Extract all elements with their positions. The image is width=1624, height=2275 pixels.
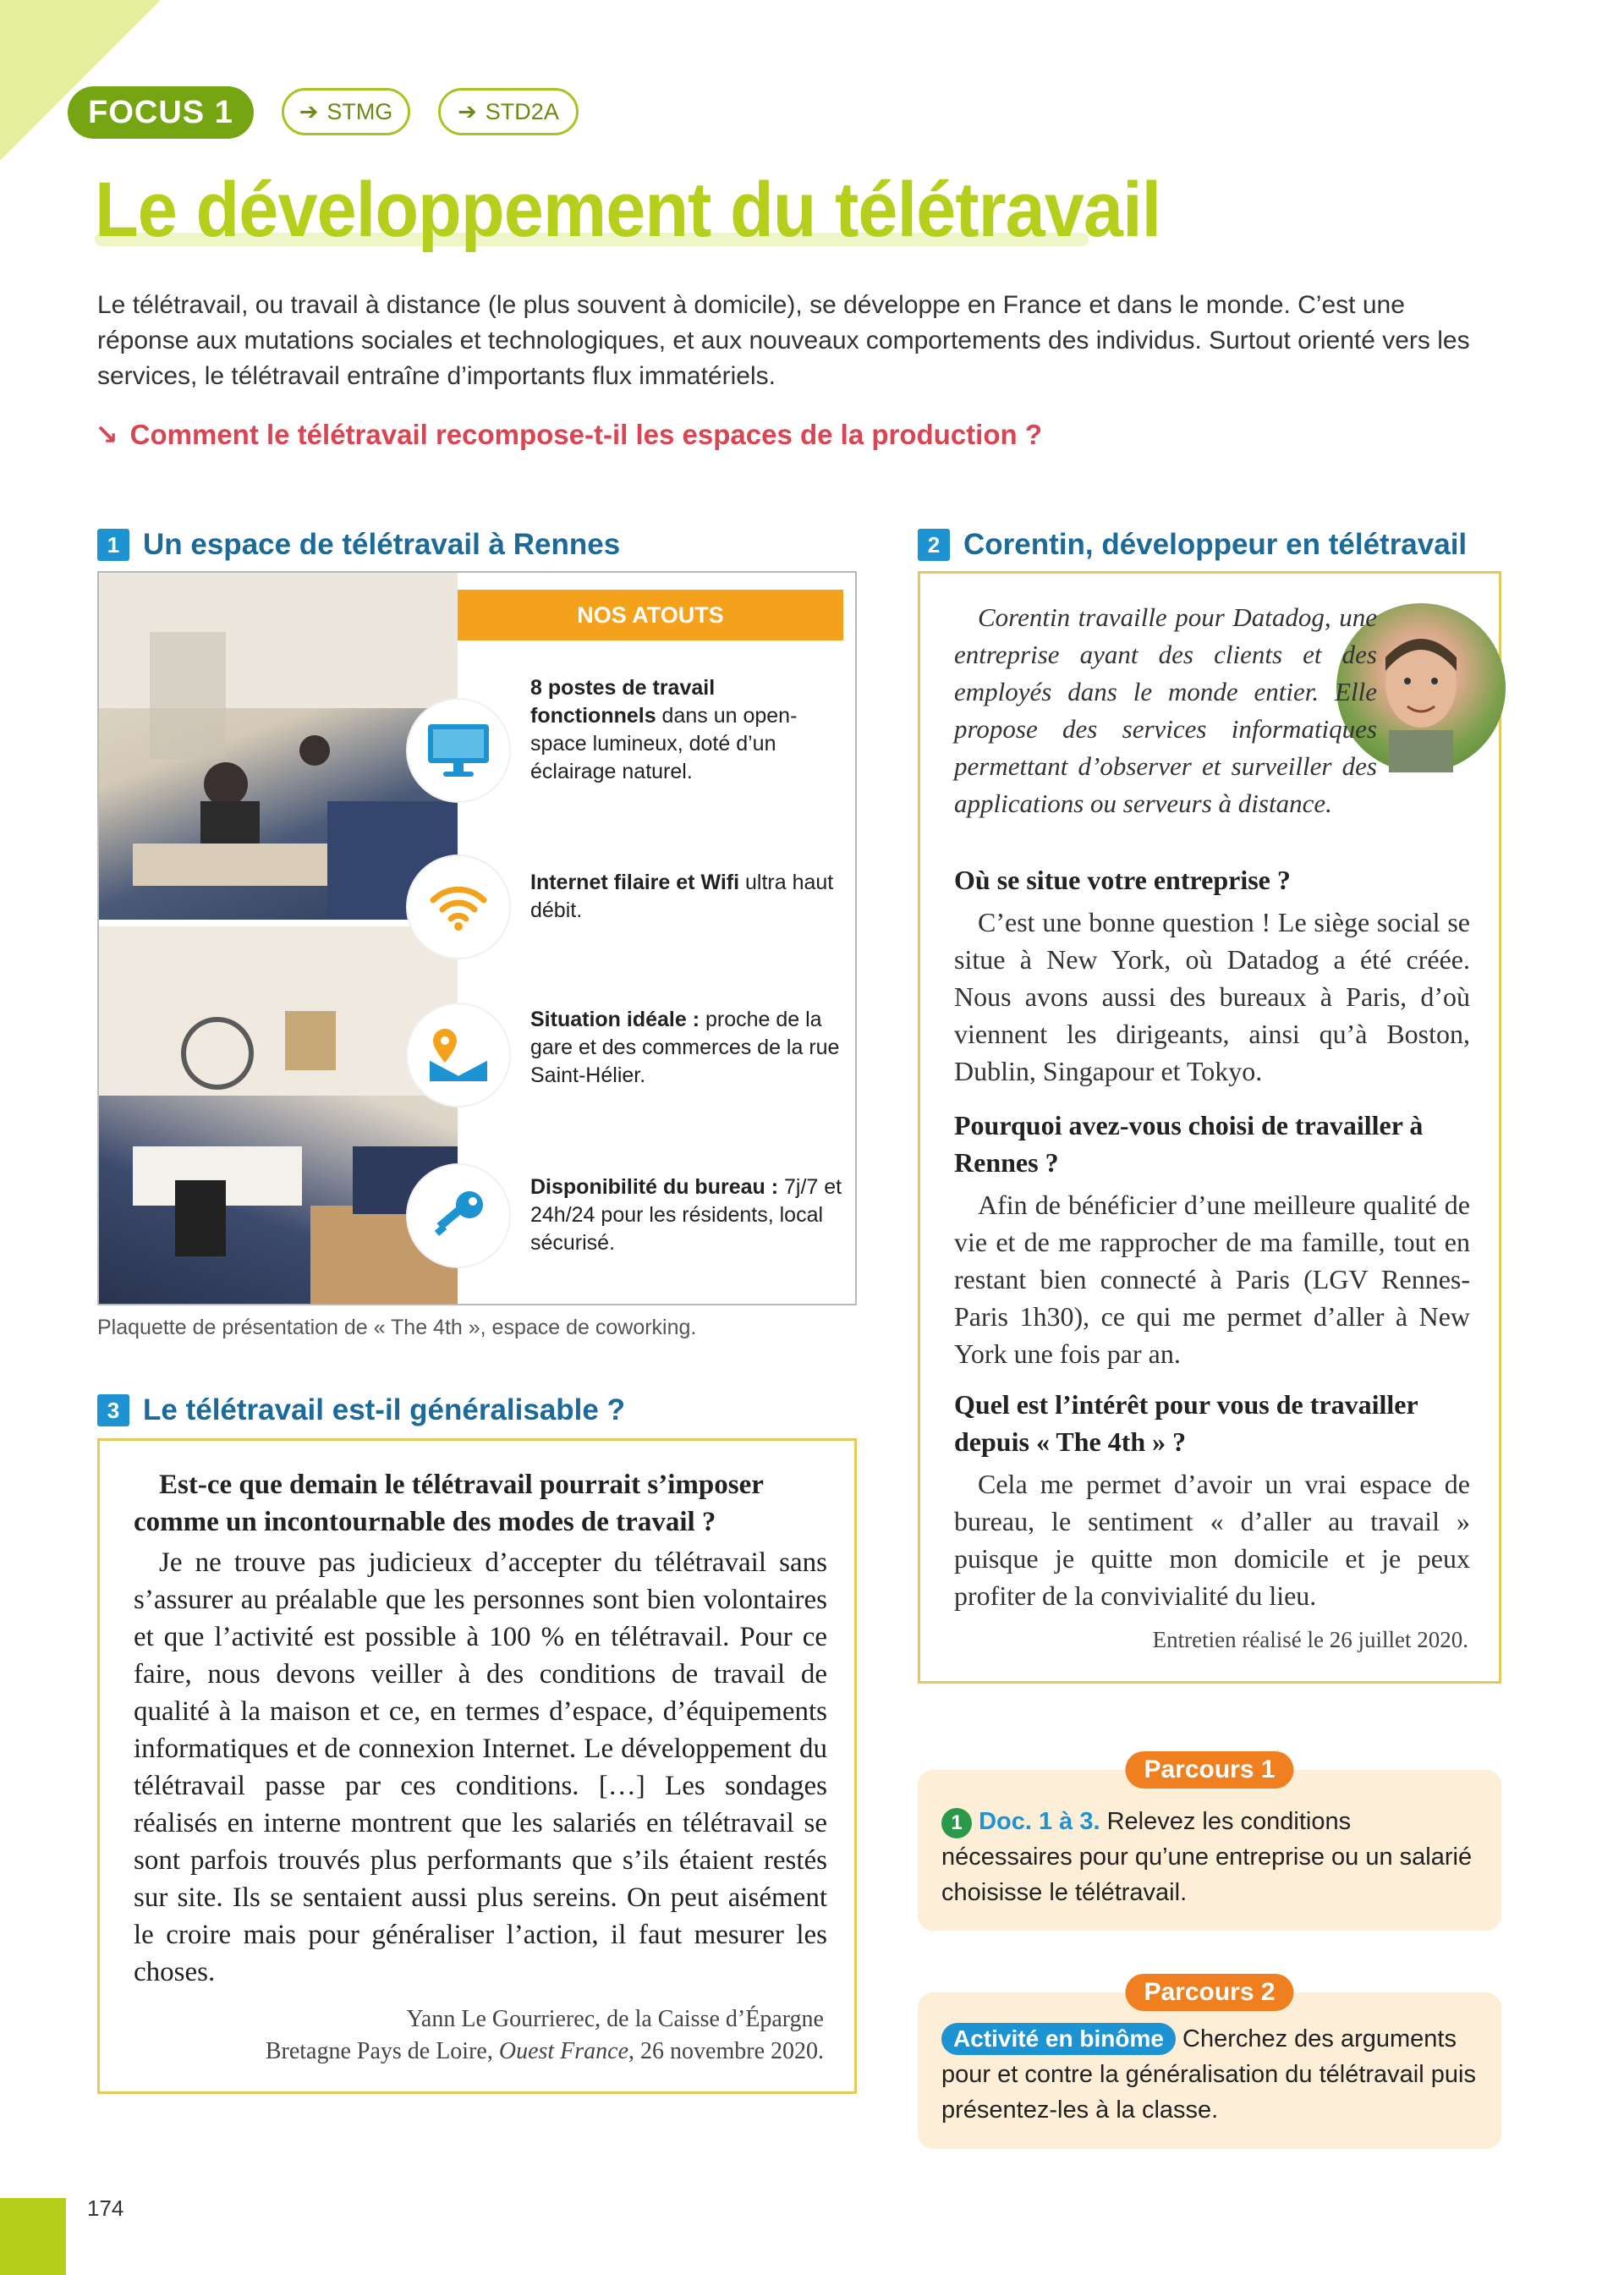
coworking-photo-bottom xyxy=(99,926,458,1304)
feature-availability: Disponibilité du bureau : 7j/7 et 24h/24 pour les résidents, local sécurisé. xyxy=(530,1175,842,1255)
qa-question: Pourquoi avez-vous choisi de travailler à Rennes ? xyxy=(954,1110,1424,1178)
tag-stmg[interactable] xyxy=(282,88,410,135)
doc-title: Un espace de télétravail à Rennes xyxy=(143,528,621,561)
qa-block xyxy=(954,861,1470,1090)
parcours1-badge: Parcours 1 xyxy=(1125,1751,1293,1789)
tag-label: STMG xyxy=(326,98,393,124)
doc-reference-link[interactable]: Doc. 1 à 3. xyxy=(979,1808,1100,1835)
doc1-heading xyxy=(97,528,620,562)
doc2-source: Entretien réalisé le 26 juillet 2020. xyxy=(1152,1627,1468,1652)
location-icon xyxy=(408,1004,509,1106)
office-room-illustration xyxy=(99,926,458,1304)
feature-internet: Internet filaire et Wifi ultra haut débit. xyxy=(530,871,834,922)
doc3-source: Yann Le Gourrierec, de la Caisse d’Épargne Bretagne Pays de Loire, Ouest France, 26 novembre 2020. xyxy=(265,2006,824,2064)
doc2-heading xyxy=(918,528,1467,562)
tag-label: STD2A xyxy=(485,98,559,124)
page-title: Le développement du télétravail xyxy=(95,167,1161,253)
wifi-icon xyxy=(408,856,509,958)
tag-std2a[interactable] xyxy=(438,88,579,135)
pair-activity-badge: Activité en binôme xyxy=(941,2023,1176,2055)
doc-title: Corentin, développeur en télétravail xyxy=(963,528,1468,561)
parcours1-task: 1 Doc. 1 à 3. Relevez les conditions nécessaires pour qu’une entreprise ou un salarié choisisse le télétravail. xyxy=(941,1808,1473,1906)
doc2-interview xyxy=(918,571,1501,1684)
doc3-interview xyxy=(97,1438,857,2094)
qa-answer: C’est une bonne question ! Le siège social se situe à New York, où Datadog a été créée. Nous avons aussi des bureaux à Paris, d’où viennent les dirigeants, ainsi qu’à Boston, Dublin, Singapour et Tokyo. xyxy=(954,907,1470,1086)
atouts-banner: NOS ATOUTS xyxy=(458,590,843,640)
feature-location: Situation idéale : proche de la gare et des commerces de la rue Saint-Hélier. xyxy=(530,1008,840,1087)
doc-number: 1 xyxy=(97,529,129,561)
qa-block xyxy=(954,1386,1470,1614)
page-number: 174 xyxy=(87,2195,124,2221)
qa-question: Où se situe votre entreprise ? xyxy=(954,865,1291,895)
doc1-brochure xyxy=(97,571,857,1305)
parcours1-card xyxy=(918,1756,1501,1931)
arrow-icon: ➔ xyxy=(299,98,319,124)
focus-badge: FOCUS 1 xyxy=(68,86,254,139)
monitor-icon xyxy=(408,700,509,801)
parcours2-task: Activité en binôme Cherchez des arguments pour et contre la généralisation du télétravail puis présentez-les à la classe. xyxy=(941,2021,1483,2128)
interview-answer: Je ne trouve pas judicieux d’accepter du télétravail sans s’assurer au préalable que les personnes sont bien volontaires et que l’activité est possible à 100 % en télétravail. Pour ce faire, nous devons veiller à des conditions de travail de qualité à la maison et ce, en termes d’espace, d’équipements informatiques et de connexion Internet. Le développement du télétravail passe par ces conditions. […] Les sondages réalisés en interne montrent que les salariés en télétravail se sont parfois trouvés plus performants que s’ils étaient restés sur site. Ils se sentaient aussi plus sereins. On peut aisément le croire mais pour généraliser l’action, il faut mesurer les choses. xyxy=(134,1547,827,1987)
interview-question: Est-ce que demain le télétravail pourrait s’imposer comme un incontournable des modes de travail ? xyxy=(134,1470,764,1537)
doc-number: 2 xyxy=(918,529,950,561)
key-icon xyxy=(408,1165,509,1267)
question-text: Comment le télétravail recompose-t-il les espaces de la production ? xyxy=(129,418,1042,450)
problem-question xyxy=(95,418,1042,451)
parcours2-card xyxy=(918,1978,1501,2149)
doc1-caption: Plaquette de présentation de « The 4th », espace de coworking. xyxy=(97,1316,697,1339)
office-scene-illustration xyxy=(99,573,458,920)
doc-title: Le télétravail est-il généralisable ? xyxy=(143,1393,625,1426)
qa-answer: Cela me permet d’avoir un vrai espace de bureau, le sentiment « d’aller au travail » puisque je quitte mon domicile et je peux profiter de la convivialité du lieu. xyxy=(954,1469,1470,1611)
qa-question: Quel est l’intérêt pour vous de travailler depuis « The 4th » ? xyxy=(954,1389,1418,1457)
arrow-icon: ➔ xyxy=(458,98,477,124)
parcours2-badge: Parcours 2 xyxy=(1125,1974,1293,2011)
coworking-photo-top xyxy=(99,573,458,920)
doc2-intro: Corentin travaille pour Datadog, une entreprise ayant des clients et des employés dans le monde entier. Elle propose des services informatiques permettant d’observer et surveiller des applications ou serveurs à distance. xyxy=(954,602,1377,818)
task-number: 1 xyxy=(941,1808,972,1838)
arrow-down-right-icon: ↘ xyxy=(95,419,118,450)
intro-paragraph: Le télétravail, ou travail à distance (le plus souvent à domicile), se développe en France et dans le monde. C’est une réponse aux mutations sociales et technologiques, et aux nouveaux comportements des individus. Surtout orienté vers les services, le télétravail entraîne d’importants flux immatériels. xyxy=(97,291,1470,390)
doc3-heading xyxy=(97,1393,625,1427)
page-edge-mark xyxy=(0,2198,66,2275)
feature-workstations: 8 postes de travail fonctionnels dans un open-space lumineux, doté d’un éclairage naturel. xyxy=(530,676,798,783)
qa-answer: Afin de bénéficier d’une meilleure qualité de vie et de me rapprocher de ma famille, tout en restant bien connecté à Paris (LGV Rennes-Paris 1h30), ce qui me permet d’aller à New York une fois par an. xyxy=(954,1190,1470,1369)
qa-block xyxy=(954,1107,1470,1372)
doc-number: 3 xyxy=(97,1394,129,1426)
